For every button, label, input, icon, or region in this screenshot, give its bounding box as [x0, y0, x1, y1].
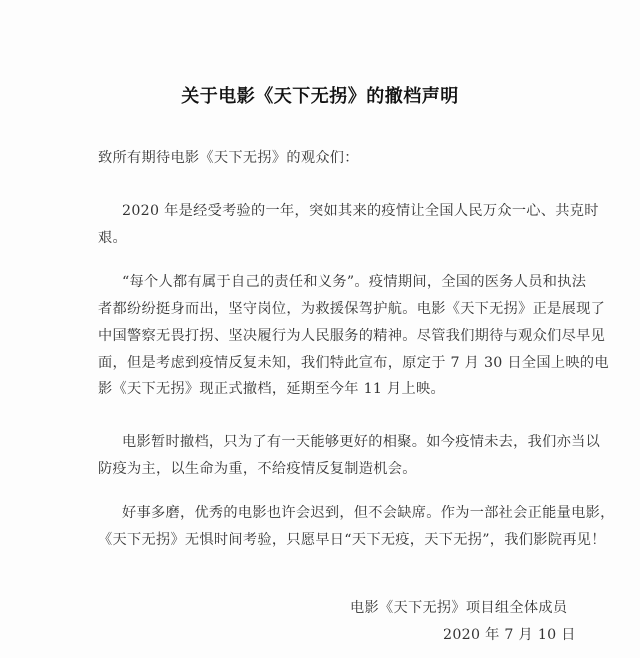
paragraph-line: 影《天下无拐》现正式撤档，延期至今年 11 月上映。	[98, 381, 445, 397]
issue-date: 2020 年 7 月 10 日	[443, 627, 576, 643]
paragraph-line: 中国警察无畏打拐、坚决履行为人民服务的精神。尽管我们期待与观众们尽早见	[98, 328, 606, 344]
paragraph-line: 艰。	[98, 230, 127, 246]
paragraph-line: 《天下无拐》无惧时间考验，只愿早日“天下无疫，天下无拐”，我们影院再见！	[98, 532, 606, 548]
salutation: 致所有期待电影《天下无拐》的观众们：	[98, 150, 359, 166]
paragraph-line: 者都纷纷挺身而出，坚守岗位，为救援保驾护航。电影《天下无拐》正是展现了	[98, 301, 606, 317]
paragraph-line: 好事多磨，优秀的电影也许会迟到，但不会缺席。作为一部社会正能量电影，	[122, 505, 615, 521]
document-title: 关于电影《天下无拐》的撤档声明	[181, 86, 459, 107]
issuer: 电影《天下无拐》项目组全体成员	[350, 600, 568, 616]
paragraph-line: 2020 年是经受考验的一年，突如其来的疫情让全国人民万众一心、共克时	[122, 203, 599, 219]
paragraph-line: “每个人都有属于自己的责任和义务”。疫情期间，全国的医务人员和执法	[122, 274, 587, 290]
paragraph-line: 面，但是考虑到疫情反复未知，我们特此宣布，原定于 7 月 30 日全国上映的电	[98, 355, 609, 371]
paragraph-line: 电影暂时撤档，只为了有一天能够更好的相聚。如今疫情未去，我们亦当以	[122, 434, 601, 450]
paragraph-line: 防疫为主，以生命为重，不给疫情反复制造机会。	[98, 461, 417, 477]
